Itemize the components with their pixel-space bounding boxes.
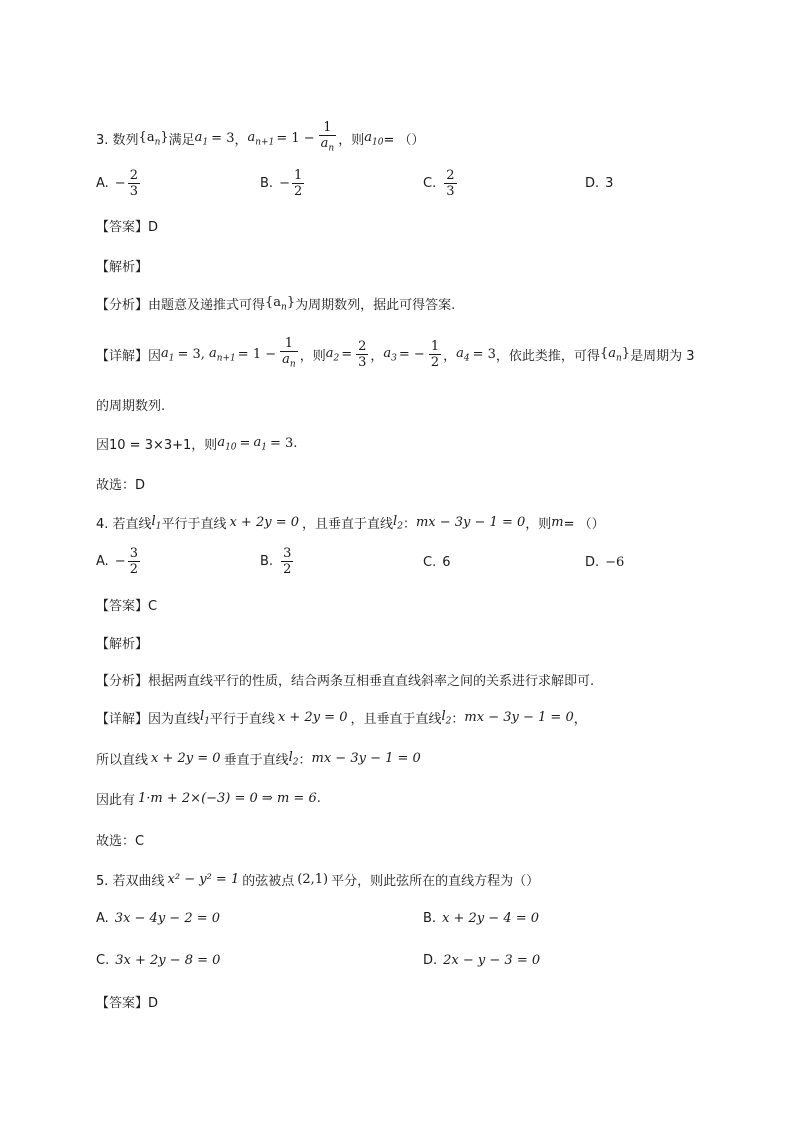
q3-choose: 故选：D (96, 478, 146, 493)
q4-fenxi: 【分析】根据两直线平行的性质，结合两条互相垂直直线斜率之间的关系进行求解即可. (96, 674, 595, 689)
q3-detail-line1: 【详解】因 $a_1$ = 3, $a_{n+1}$ = 1 − $\frac{1}{a_n}$ ，则 $a_2$ = $\frac{2}{3}$ ， $a_3$ = − $\frac{1}{2}$ ， $a_4$ = 3 ，依此类推，可得 $\{a_n\}$ 是周期为 3 (96, 336, 694, 373)
q3-answer: 【答案】D (96, 220, 159, 235)
q4-choose: 故选：C (96, 834, 145, 849)
q3-detail-line2: 的周期数列. (96, 399, 166, 414)
q5-option-c: C. 3x + 2y − 8 = 0 (96, 953, 221, 968)
q3-option-a: A. − $\frac{2}{3}$ (96, 168, 138, 199)
q4-detail: 【详解】因为直线 $l_1$ 平行于直线 x + 2y = 0 ，且垂直于直线 $l_2$ ： mx − 3y − 1 = 0 ， (96, 708, 587, 727)
q4-option-c: C. 6 (423, 555, 451, 570)
q3-a1-eq: = 3 (211, 130, 235, 146)
q3-satisfies: 满足 (168, 132, 195, 148)
q3-stem (96, 120, 424, 157)
q3-option-d: D. 3 (585, 176, 614, 191)
q4-option-b: B. $\frac{3}{2}$ (260, 546, 292, 577)
q5-option-d: D. 2x − y − 3 = 0 (423, 953, 541, 968)
q3-option-c: C. $\frac{2}{3}$ (423, 168, 455, 199)
q3-analysis-head: 【解析】 (96, 260, 149, 275)
q4-answer: 【答案】C (96, 599, 158, 614)
q3-recur-eq: = 1 − (276, 130, 315, 146)
q5-option-b: B. x + 2y − 4 = 0 (423, 911, 540, 926)
q4-so-line: 所以直线 x + 2y = 0 垂直于直线 $l_2$ ： mx − 3y − 1 = 0 (96, 749, 421, 768)
q3-recur-frac: $\frac{1}{a_n}$ (319, 120, 337, 157)
q3-prefix: 3. 数列 (96, 132, 139, 148)
q3-comma: ， (234, 132, 248, 148)
q5-option-a: A. 3x − 4y − 2 = 0 (96, 911, 221, 926)
q4-stem: 4. 若直线 $l_1$ 平行于直线 x + 2y = 0 ，且垂直于直线 $l_2$ ： mx − 3y − 1 = 0 ，则 m = （） (96, 513, 605, 532)
q5-answer: 【答案】D (96, 996, 159, 1011)
q3-fenxi: 【分析】由题意及递推式可得 $\{a_n\}$ 为周期数列，据此可得答案. (96, 294, 456, 313)
q3-seq: $\{a_n\}$ (138, 129, 169, 148)
q4-therefore: 因此有 1·m + 2×(−3) = 0 ⇒ m = 6 . (96, 791, 321, 808)
q3-recur-lhs: $a_{n+1}$ (247, 129, 275, 148)
q3-tail: = （） (383, 132, 425, 148)
q5-stem: 5. 若双曲线 x² − y² = 1 的弦被点 (2,1) 平分，则此弦所在的直线方程为（） (96, 872, 540, 889)
q4-analysis-head: 【解析】 (96, 637, 149, 652)
q3-a1: $a_1$ (194, 129, 209, 148)
q3-then: ，则 (338, 132, 365, 148)
q3-option-b: B. − $\frac{1}{2}$ (260, 168, 303, 199)
q3-since-line: 因10 = 3×3+1，则 $a_{10}$ = $a_1$ = 3. (96, 434, 298, 453)
q4-option-a: A. − $\frac{3}{2}$ (96, 546, 138, 577)
q3-a10: $a_{10}$ (364, 129, 384, 148)
q4-option-d: D. −6 (585, 555, 625, 570)
